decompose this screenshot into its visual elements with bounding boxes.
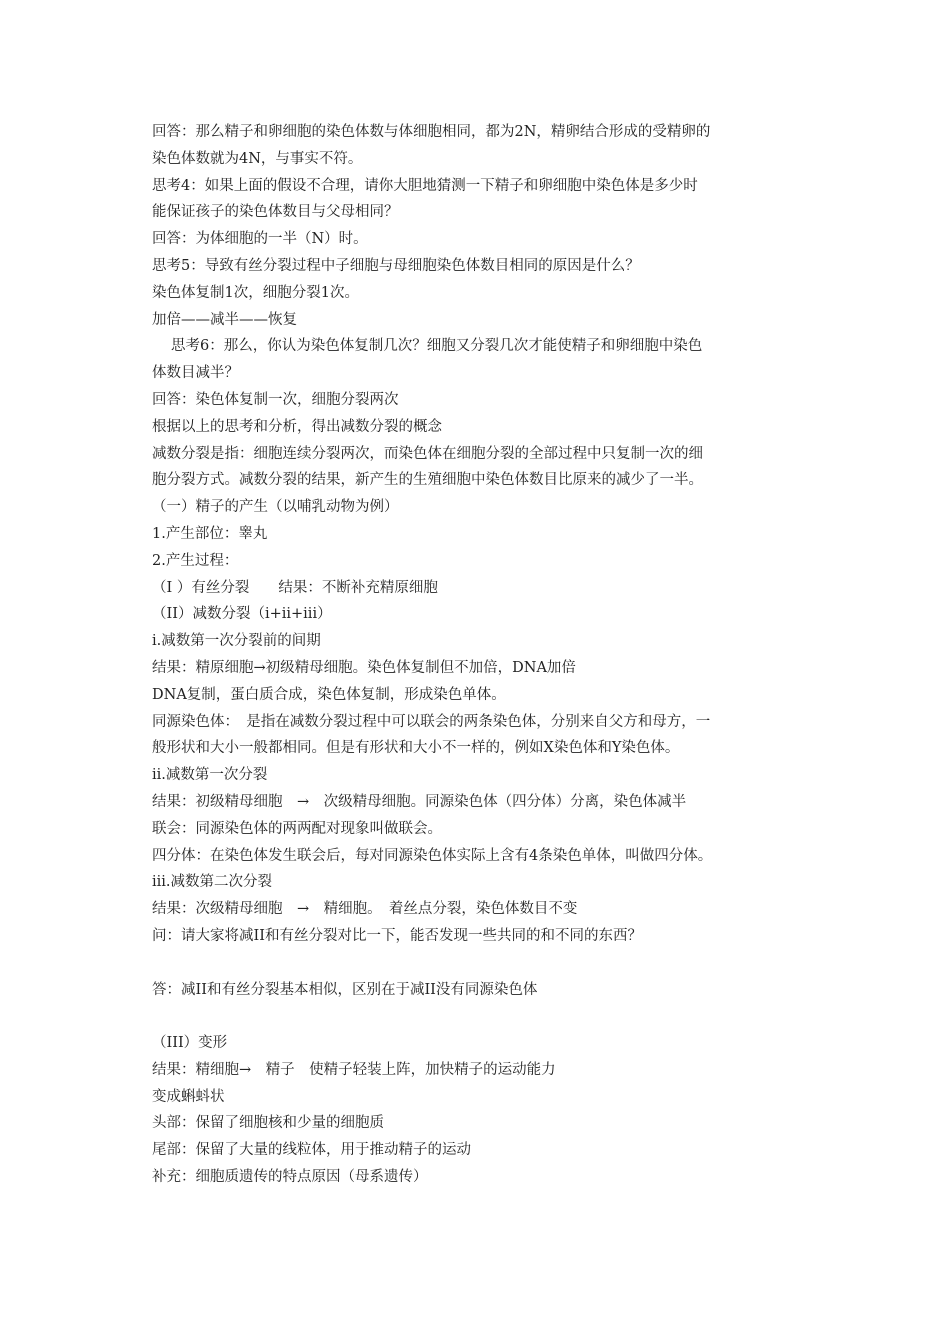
paragraph-line: 般形状和大小一般都相同。但是有形状和大小不一样的，例如X染色体和Y染色体。 xyxy=(152,740,680,757)
paragraph-line: 回答：染色体复制一次，细胞分裂两次 xyxy=(152,391,399,408)
paragraph-line: 结果：次级精母细胞 → 精细胞。 着丝点分裂，染色体数目不变 xyxy=(152,901,578,918)
paragraph-line: 四分体：在染色体发生联会后，每对同源染色体实际上含有4条染色单体，叫做四分体。 xyxy=(152,847,713,864)
paragraph-line: iii.减数第二次分裂 xyxy=(152,874,273,891)
paragraph-line: 加倍——减半——恢复 xyxy=(152,311,297,328)
section-heading: （一）精子的产生（以哺乳动物为例） xyxy=(152,499,399,516)
paragraph-line: ii.减数第一次分裂 xyxy=(152,767,268,784)
paragraph-line: （II）减数分裂（i+ii+iii） xyxy=(152,606,332,623)
paragraph-line: i.减数第一次分裂前的间期 xyxy=(152,633,321,650)
document-body xyxy=(152,119,812,1191)
paragraph-line: 答：减II和有丝分裂基本相似，区别在于减II没有同源染色体 xyxy=(152,981,538,998)
paragraph-line: 思考6：那么，你认为染色体复制几次？细胞又分裂几次才能使精子和卵细胞中染色 xyxy=(171,338,703,355)
paragraph-line: 体数目减半？ xyxy=(152,365,239,382)
paragraph-line: 结果：精原细胞→初级精母细胞。染色体复制但不加倍，DNA加倍 xyxy=(152,659,576,676)
paragraph-line: 同源染色体： 是指在减数分裂过程中可以联会的两条染色体，分别来自父方和母方，一 xyxy=(152,713,711,730)
paragraph-line: （I ）有丝分裂 结果：不断补充精原细胞 xyxy=(152,579,438,596)
paragraph-line: （III）变形 xyxy=(152,1035,228,1052)
paragraph-line: 能保证孩子的染色体数目与父母相同？ xyxy=(152,204,399,221)
blank-line xyxy=(152,1003,812,1030)
paragraph-line: 结果：精细胞→ 精子 使精子轻装上阵，加快精子的运动能力 xyxy=(152,1061,556,1078)
paragraph-line: 根据以上的思考和分析，得出减数分裂的概念 xyxy=(152,418,442,435)
paragraph-line: 变成蝌蚪状 xyxy=(152,1088,225,1105)
paragraph-line: 补充：细胞质遗传的特点原因（母系遗传） xyxy=(152,1169,428,1186)
paragraph-line: 胞分裂方式。减数分裂的结果，新产生的生殖细胞中染色体数目比原来的减少了一半。 xyxy=(152,472,703,489)
paragraph-line: 联会：同源染色体的两两配对现象叫做联会。 xyxy=(152,820,442,837)
paragraph-line: 回答：那么精子和卵细胞的染色体数与体细胞相同，都为2N，精卵结合形成的受精卵的 xyxy=(152,124,711,140)
paragraph-line: 染色体数就为4N，与事实不符。 xyxy=(152,150,363,167)
paragraph-line: 结果：初级精母细胞 → 次级精母细胞。同源染色体（四分体）分离，染色体减半 xyxy=(152,793,687,810)
paragraph-line: 染色体复制1次，细胞分裂1次。 xyxy=(152,284,359,301)
blank-line xyxy=(152,950,812,977)
paragraph-line: 头部：保留了细胞核和少量的细胞质 xyxy=(152,1115,384,1132)
paragraph-line: 问：请大家将减II和有丝分裂对比一下，能否发现一些共同的和不同的东西？ xyxy=(152,927,642,944)
paragraph-line: DNA复制，蛋白质合成，染色体复制，形成染色单体。 xyxy=(152,686,506,703)
paragraph-line: 尾部：保留了大量的线粒体，用于推动精子的运动 xyxy=(152,1142,471,1159)
paragraph-line: 思考5：导致有丝分裂过程中子细胞与母细胞染色体数目相同的原因是什么？ xyxy=(152,257,640,274)
paragraph-line: 1.产生部位：睾丸 xyxy=(152,525,268,542)
paragraph-line: 回答：为体细胞的一半（N）时。 xyxy=(152,231,368,248)
paragraph-line: 2.产生过程： xyxy=(152,552,239,569)
paragraph-line: 减数分裂是指：细胞连续分裂两次，而染色体在细胞分裂的全部过程中只复制一次的细 xyxy=(152,445,703,462)
paragraph-line: 思考4：如果上面的假设不合理，请你大胆地猜测一下精子和卵细胞中染色体是多少时 xyxy=(152,177,698,194)
